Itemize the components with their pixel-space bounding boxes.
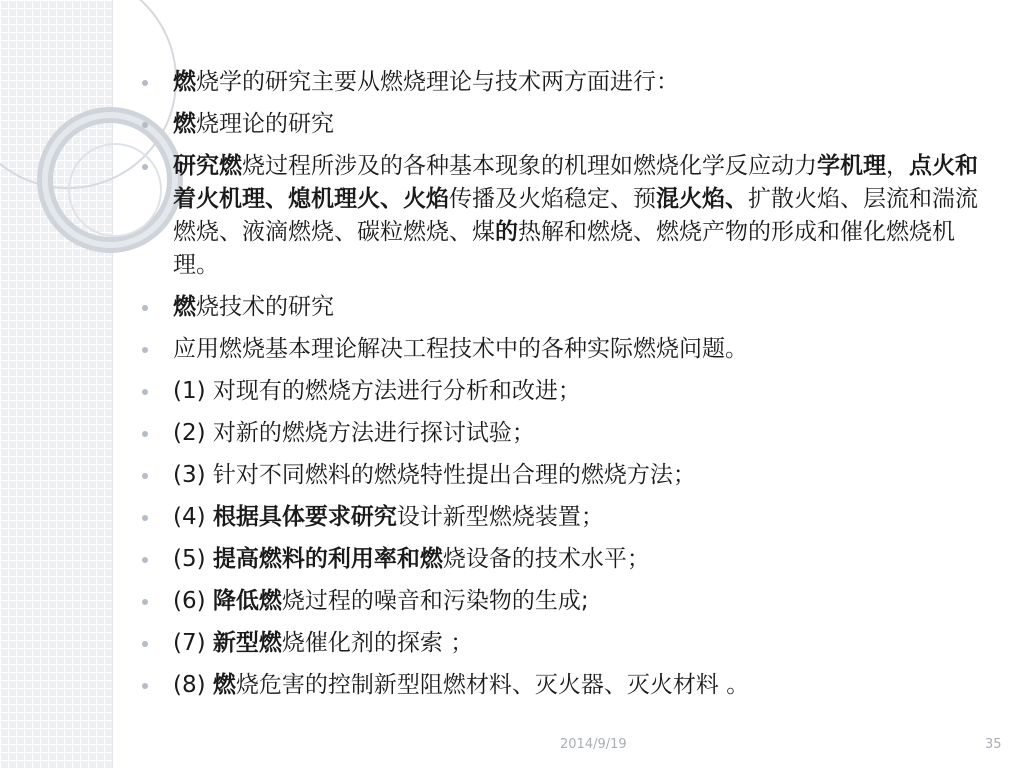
bold-text-segment: 燃 [173,294,196,320]
bold-text-segment: 新型燃 [212,630,282,656]
decorative-side-strip [0,0,113,768]
bullet-item [140,585,980,618]
bullet-item [140,543,980,576]
bold-text-segment: 燃 [173,111,196,137]
bullet-item [140,417,980,450]
bullet-item [140,333,980,366]
bullet-item [140,108,980,141]
text-segment: 烧学的研究主要从燃烧理论与技术两方面进行： [196,69,679,95]
bullet-item [140,501,980,534]
text-segment: 烧催化剂的探索 ； [281,630,474,656]
text-segment: 烧过程所涉及的各种基本现象的机理如燃烧化学反应动力 [242,153,817,179]
bold-text-segment: 降低燃 [212,588,282,614]
bold-text-segment: 燃 [212,672,236,698]
text-segment: (4) [173,504,213,530]
page-number: 35 [985,737,1002,752]
text-segment: 烧设备的技术水平； [442,546,650,572]
text-segment: (6) [173,588,213,614]
bold-text-segment: 根据具体要求研究 [212,504,397,530]
bullet-item [140,669,980,702]
text-segment: 设计新型燃烧装置； [396,504,604,530]
slide-body [140,66,980,711]
bullet-item [140,66,980,99]
bold-text-segment: 学机理 [817,153,886,179]
text-segment: 扩散火焰、层流和湍流燃烧、液滴燃烧、碳粒燃烧、煤 [173,186,978,245]
text-segment: 烧危害的控制新型阻燃材料、灭火器、灭火材料 。 [235,672,750,698]
bold-text-segment: 点火和着火机理、熄机理火、火焰 [173,153,978,212]
text-segment: (7) [173,630,213,656]
text-segment: 针对不同燃料的燃烧特性提出合理的燃烧方法； [212,462,696,488]
bold-text-segment: 燃 [173,69,196,95]
bold-text-segment: 混火焰、 [656,186,748,212]
text-segment: (2) [173,420,213,446]
bold-text-segment: 提高燃料的利用率和燃 [212,546,443,572]
bullet-item [140,459,980,492]
bullet-list [140,66,980,702]
text-segment: 对新的燃烧方法进行探讨试验； [212,420,535,446]
bullet-item [140,150,980,282]
bullet-item [140,291,980,324]
text-segment: (1) [173,378,213,404]
text-segment: 烧技术的研究 [196,294,334,320]
bold-text-segment: 研究燃 [173,153,242,179]
text-segment: 应用燃烧基本理论解决工程技术中的各种实际燃烧问题。 [173,336,748,362]
text-segment: 对现有的燃烧方法进行分析和改进； [212,378,581,404]
text-segment: (5) [173,546,213,572]
text-segment: 热解和燃烧、燃烧产物的形成和催化燃烧机理。 [173,219,955,278]
text-segment: (8) [173,672,213,698]
text-segment: (3) [173,462,213,488]
bullet-item [140,627,980,660]
bold-text-segment: 的 [495,219,518,245]
text-segment: 烧过程的噪音和污染物的生成; [281,588,589,614]
bullet-item [140,375,980,408]
text-segment: 烧理论的研究 [196,111,334,137]
text-segment: 传播及火焰稳定、预 [449,186,656,212]
footer-date: 2014/9/19 [560,737,627,752]
text-segment: ， [886,153,909,179]
